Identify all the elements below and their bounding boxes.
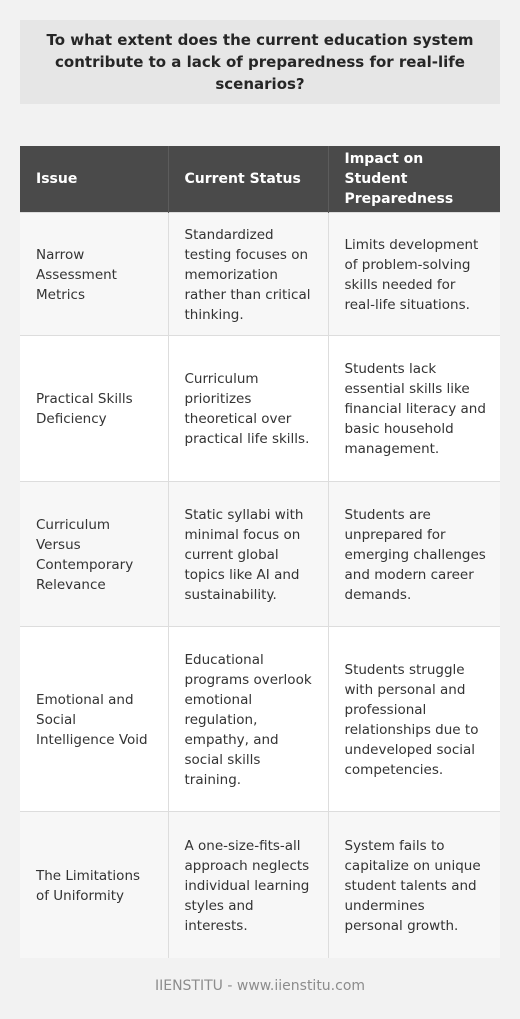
table-header-row (20, 146, 500, 212)
header-impact: Impact on Student Preparedness (328, 146, 500, 212)
issue-cell: The Limitations of Uniformity (20, 811, 168, 958)
status-cell: Educational programs overlook emotional regulation, empathy, and social skills training. (168, 626, 328, 811)
status-cell: Static syllabi with minimal focus on current global topics like AI and sustainability. (168, 481, 328, 626)
status-cell: A one-size-fits-all approach neglects individual learning styles and interests. (168, 811, 328, 958)
status-cell: Curriculum prioritizes theoretical over practical life skills. (168, 335, 328, 481)
table-row (20, 481, 500, 626)
table-row (20, 626, 500, 811)
issue-cell: Narrow Assessment Metrics (20, 212, 168, 335)
table-row (20, 212, 500, 335)
header-current-status: Current Status (168, 146, 328, 212)
issue-cell: Curriculum Versus Contemporary Relevance (20, 481, 168, 626)
table-row (20, 811, 500, 958)
page-title: To what extent does the current education system contribute to a lack of preparedness for real-life scenarios? (46, 31, 474, 93)
footer-credit: IIENSTITU - www.iienstitu.com (154, 978, 366, 994)
issue-cell: Emotional and Social Intelligence Void (20, 626, 168, 811)
impact-cell: Limits development of problem-solving skills needed for real-life situations. (328, 212, 500, 335)
table-row (20, 335, 500, 481)
impact-cell: Students lack essential skills like financial literacy and basic household management. (328, 335, 500, 481)
impact-cell: Students struggle with personal and professional relationships due to undeveloped social competencies. (328, 626, 500, 811)
title-banner (20, 20, 500, 104)
status-cell: Standardized testing focuses on memorization rather than critical thinking. (168, 212, 328, 335)
issue-cell: Practical Skills Deficiency (20, 335, 168, 481)
impact-cell: Students are unprepared for emerging challenges and modern career demands. (328, 481, 500, 626)
issues-table (20, 146, 500, 958)
header-issue: Issue (20, 146, 168, 212)
impact-cell: System fails to capitalize on unique student talents and undermines personal growth. (328, 811, 500, 958)
